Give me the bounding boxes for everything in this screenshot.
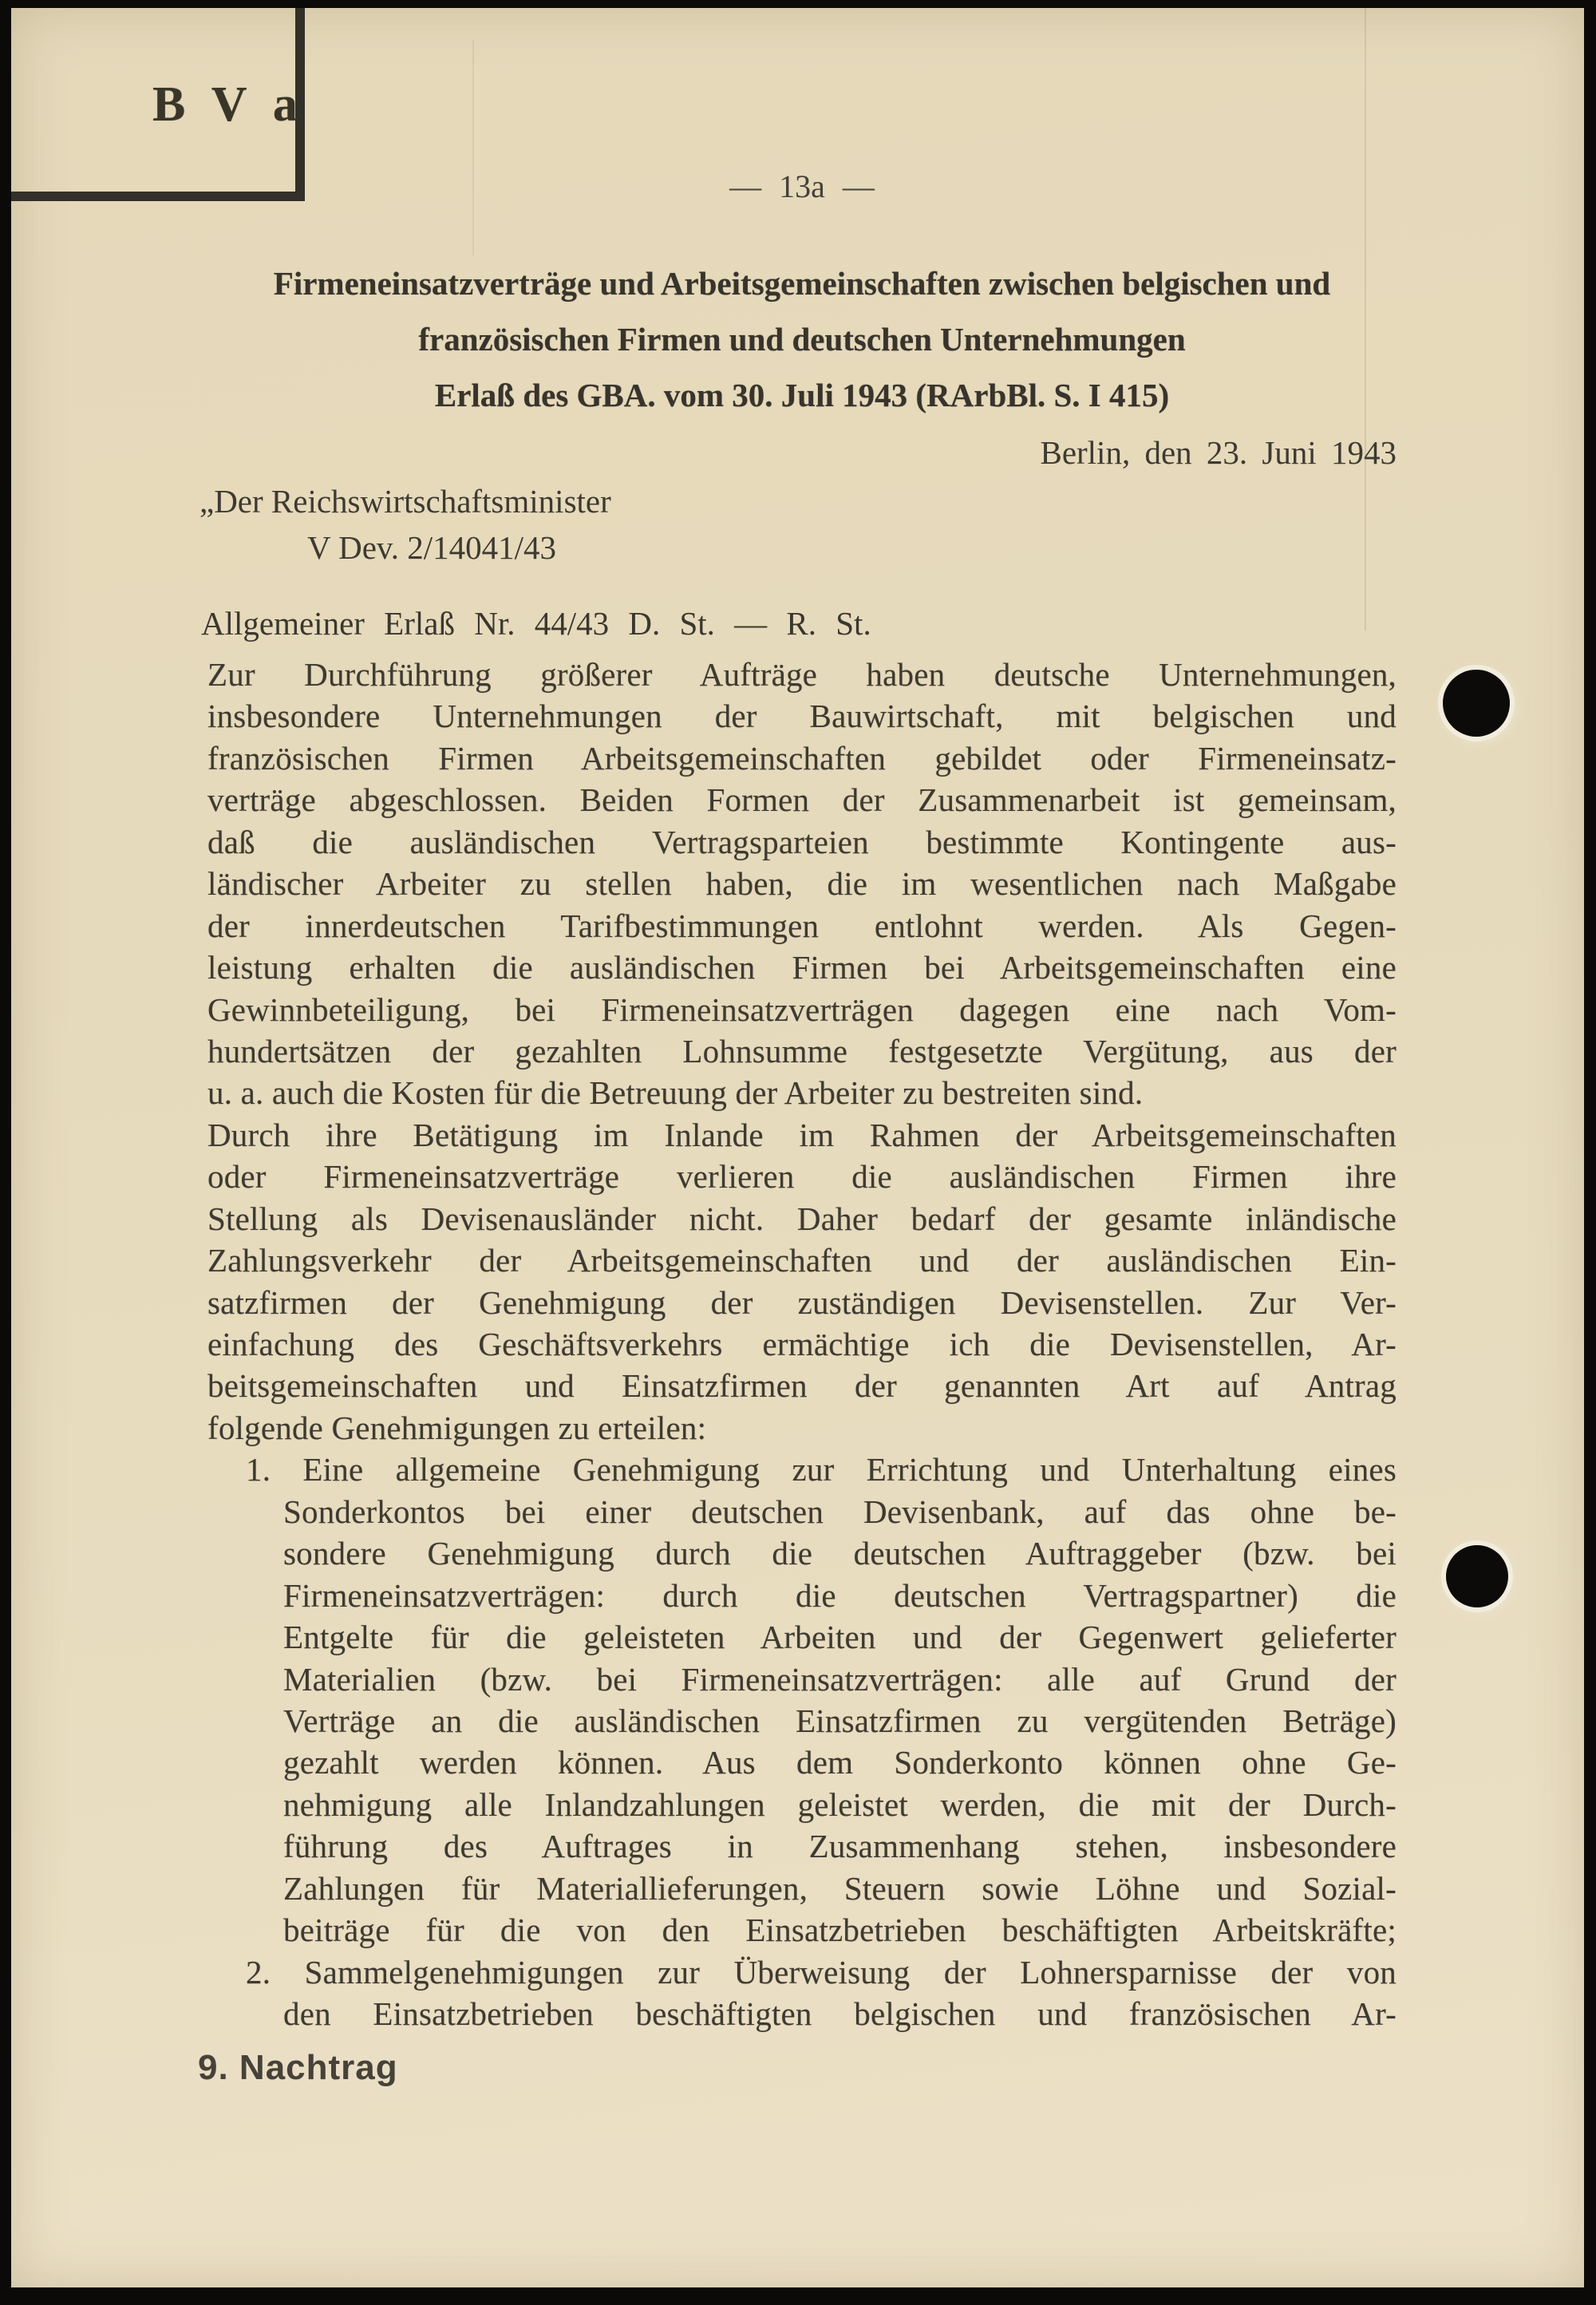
list-item-line: gezahlt werden können. Aus dem Sonderkonto können ohne Ge-	[283, 1744, 1396, 1781]
punch-hole-top	[1443, 670, 1510, 737]
body-line: Zahlungsverkehr der Arbeitsgemeinschaften und der ausländischen Ein-	[207, 1242, 1396, 1279]
punch-hole-bottom	[1446, 1545, 1508, 1607]
paper-crease	[1365, 8, 1366, 631]
body-line: einfachung des Geschäftsverkehrs ermächtige ich die Devisenstellen, Ar-	[207, 1326, 1396, 1362]
body-line: Stellung als Devisenausländer nicht. Daher bedarf der gesamte inländische	[207, 1200, 1396, 1237]
body-lines	[207, 654, 1396, 2034]
sender-line: „Der Reichswirtschaftsminister	[200, 483, 611, 520]
stamp-label: B V a	[152, 77, 301, 132]
list-item-line: Materialien (bzw. bei Firmeneinsatzverträgen: alle auf Grund der	[283, 1660, 1396, 1698]
body-line: Durch ihre Betätigung im Inlande im Rahmen der Arbeitsgemeinschaften	[207, 1116, 1396, 1153]
list-item-line: Sonderkontos bei einer deutschen Devisenbank, auf das ohne be-	[283, 1493, 1396, 1530]
list-item-line: Zahlungen für Materiallieferungen, Steuern sowie Löhne und Sozial-	[283, 1869, 1396, 1907]
list-item-line: sondere Genehmigung durch die deutschen Auftraggeber (bzw. bei	[283, 1535, 1396, 1572]
subject-line: Allgemeiner Erlaß Nr. 44/43 D. St. — R. St.	[201, 605, 871, 642]
footer-nachtrag: 9. Nachtrag	[198, 2048, 398, 2087]
title-line: Firmeneinsatzverträge und Arbeitsgemeinschaften zwischen belgischen und	[273, 265, 1331, 302]
title-line: Erlaß des GBA. vom 30. Juli 1943 (RArbBl. S. I 415)	[434, 377, 1170, 413]
body-line: Gewinnbeteiligung, bei Firmeneinsatzverträgen dagegen eine nach Vom-	[207, 990, 1396, 1028]
list-item-line: nehmigung alle Inlandzahlungen geleistet werden, die mit der Durch-	[283, 1785, 1396, 1823]
body-line: oder Firmeneinsatzverträge verlieren die ausländischen Firmen ihre	[207, 1158, 1396, 1196]
body-line: hundertsätzen der gezahlten Lohnsumme festgesetzte Vergütung, aus der	[207, 1032, 1396, 1069]
list-item-line: beiträge für die von den Einsatzbetrieben beschäftigten Arbeitskräfte;	[283, 1912, 1396, 1949]
reference-number: V Dev. 2/14041/43	[307, 529, 557, 566]
list-item-line: Verträge an die ausländischen Einsatzfirmen zu vergütenden Beträge)	[283, 1702, 1396, 1739]
body-line: leistung erhalten die ausländischen Firmen bei Arbeitsgemeinschaften eine	[207, 949, 1396, 986]
body-line: insbesondere Unternehmungen der Bauwirtschaft, mit belgischen und	[207, 698, 1396, 735]
body-line: beitsgemeinschaften und Einsatzfirmen der genannten Art auf Antrag	[207, 1367, 1396, 1405]
dateline: Berlin, den 23. Juni 1943	[1040, 434, 1396, 471]
body-line: folgende Genehmigungen zu erteilen:	[207, 1409, 707, 1446]
list-item-line: 2. Sammelgenehmigungen zur Überweisung der Lohnersparnisse der von	[246, 1953, 1396, 1991]
document-paper	[11, 8, 1584, 2287]
body-line: ländischer Arbeiter zu stellen haben, die im wesentlichen nach Maßgabe	[207, 865, 1396, 903]
body-line: der innerdeutschen Tarifbestimmungen entlohnt werden. Als Gegen-	[207, 907, 1396, 944]
body-line: Zur Durchführung größerer Aufträge haben deutsche Unternehmungen,	[207, 656, 1396, 693]
list-item-line: 1. Eine allgemeine Genehmigung zur Errichtung und Unterhaltung eines	[246, 1451, 1396, 1489]
body-line: daß die ausländischen Vertragsparteien bestimmte Kontingente aus-	[207, 823, 1396, 860]
body-line: satzfirmen der Genehmigung der zuständigen Devisenstellen. Zur Ver-	[207, 1283, 1396, 1321]
list-item-line: führung des Auftrages in Zusammenhang stehen, insbesondere	[283, 1828, 1396, 1865]
title-line: französischen Firmen und deutschen Unternehmungen	[418, 321, 1186, 358]
page-number: — 13a —	[729, 168, 875, 204]
document-title	[207, 255, 1396, 423]
body-line: französischen Firmen Arbeitsgemeinschaften gebildet oder Firmeneinsatz-	[207, 739, 1396, 777]
body-line: verträge abgeschlossen. Beiden Formen der Zusammenarbeit ist gemeinsam,	[207, 781, 1396, 819]
paper-crease	[472, 40, 474, 255]
list-item-line: Entgelte für die geleisteten Arbeiten und der Gegenwert gelieferter	[283, 1619, 1396, 1656]
body-line: u. a. auch die Kosten für die Betreuung der Arbeiter zu bestreiten sind.	[207, 1074, 1144, 1112]
list-item-line: den Einsatzbetrieben beschäftigten belgischen und französischen Ar-	[283, 1995, 1396, 2032]
list-item-line: Firmeneinsatzverträgen: durch die deutschen Vertragspartner) die	[283, 1576, 1396, 1614]
